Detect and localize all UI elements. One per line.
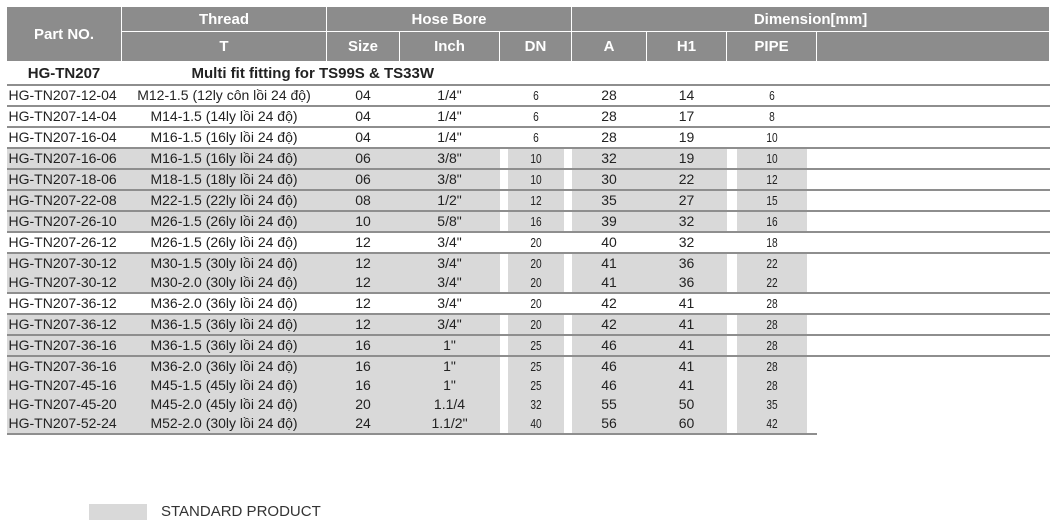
cell-blank — [817, 211, 1050, 232]
cell-thread: M26-1.5 (26ly lồi 24 độ) — [122, 232, 327, 253]
header-dn: DN — [500, 32, 572, 62]
cell-size: 08 — [327, 190, 400, 211]
cell-h1: 36 — [647, 253, 727, 273]
cell-thread: M16-1.5 (16ly lồi 24 độ) — [122, 127, 327, 148]
cell-a: 28 — [572, 127, 647, 148]
cell-inch: 3/4" — [400, 273, 500, 293]
table-row — [7, 253, 1050, 273]
cell-inch: 5/8" — [400, 211, 500, 232]
cell-thread: M16-1.5 (16ly lồi 24 độ) — [122, 148, 327, 169]
cell-part-no: HG-TN207-26-10 — [7, 211, 122, 232]
cell-size: 24 — [327, 414, 400, 434]
cell-a: 30 — [572, 169, 647, 190]
cell-h1: 41 — [647, 376, 727, 395]
cell-blank — [817, 106, 1050, 127]
cell-size: 04 — [327, 106, 400, 127]
cell-inch: 3/4" — [400, 293, 500, 314]
bottom-rule-cell — [7, 434, 817, 453]
cell-size: 12 — [327, 253, 400, 273]
cell-size: 10 — [327, 211, 400, 232]
cell-dn: 20 — [507, 253, 563, 273]
table-row — [7, 148, 1050, 169]
cell-thread: M18-1.5 (18ly lồi 24 độ) — [122, 169, 327, 190]
cell-h1: 17 — [647, 106, 727, 127]
spec-table-container — [6, 6, 1049, 453]
cell-size: 12 — [327, 232, 400, 253]
cell-part-no: HG-TN207-36-16 — [7, 356, 122, 376]
cell-part-no: HG-TN207-45-20 — [7, 395, 122, 414]
table-row — [7, 127, 1050, 148]
cell-a: 32 — [572, 148, 647, 169]
cell-thread: M22-1.5 (22ly lồi 24 độ) — [122, 190, 327, 211]
cell-a: 56 — [572, 414, 647, 434]
cell-pipe: 42 — [736, 414, 806, 434]
table-row — [7, 232, 1050, 253]
cell-a: 42 — [572, 293, 647, 314]
cell-pipe: 22 — [736, 273, 806, 293]
cell-inch: 1" — [400, 376, 500, 395]
cell-pipe: 10 — [736, 148, 806, 169]
cell-size: 12 — [327, 293, 400, 314]
cell-blank — [817, 395, 1050, 414]
cell-thread: M36-1.5 (36ly lồi 24 độ) — [122, 314, 327, 335]
cell-size: 12 — [327, 314, 400, 335]
cell-size: 16 — [327, 356, 400, 376]
cell-dn: 20 — [507, 232, 563, 253]
table-row — [7, 335, 1050, 356]
cell-thread: M36-2.0 (36ly lồi 24 độ) — [122, 293, 327, 314]
cell-dn: 32 — [507, 395, 563, 414]
table-row — [7, 273, 1050, 293]
cell-inch: 3/4" — [400, 253, 500, 273]
cell-pipe: 28 — [736, 335, 806, 356]
cell-thread: M30-2.0 (30ly lồi 24 độ) — [122, 273, 327, 293]
cell-dn: 25 — [507, 356, 563, 376]
table-row — [7, 169, 1050, 190]
cell-inch: 3/8" — [400, 169, 500, 190]
cell-blank — [817, 253, 1050, 273]
cell-blank — [817, 356, 1050, 376]
cell-pipe: 15 — [736, 190, 806, 211]
cell-size: 16 — [327, 335, 400, 356]
table-bottom-rule — [7, 434, 1050, 453]
cell-dn: 6 — [507, 127, 563, 148]
cell-thread: M12-1.5 (12ly côn lồi 24 độ) — [122, 85, 327, 106]
table-row — [7, 376, 1050, 395]
cell-h1: 32 — [647, 232, 727, 253]
cell-dn: 20 — [507, 293, 563, 314]
cell-blank — [817, 314, 1050, 335]
cell-part-no: HG-TN207-45-16 — [7, 376, 122, 395]
section-code: HG-TN207 — [7, 62, 122, 86]
cell-pipe: 28 — [736, 314, 806, 335]
section-row — [7, 62, 1050, 86]
cell-blank — [817, 273, 1050, 293]
cell-pipe: 6 — [736, 85, 806, 106]
spec-table — [6, 6, 1050, 453]
header-size: Size — [327, 32, 400, 62]
cell-h1: 22 — [647, 169, 727, 190]
cell-part-no: HG-TN207-30-12 — [7, 253, 122, 273]
header-hose-bore: Hose Bore — [327, 7, 572, 32]
cell-a: 41 — [572, 273, 647, 293]
cell-a: 46 — [572, 335, 647, 356]
header-h1: H1 — [647, 32, 727, 62]
header-blank — [817, 32, 1050, 62]
cell-blank — [817, 148, 1050, 169]
cell-size: 06 — [327, 169, 400, 190]
cell-a: 28 — [572, 106, 647, 127]
cell-h1: 14 — [647, 85, 727, 106]
cell-inch: 1.1/4 — [400, 395, 500, 414]
cell-inch: 1" — [400, 335, 500, 356]
cell-blank — [817, 335, 1050, 356]
cell-a: 40 — [572, 232, 647, 253]
cell-blank — [817, 293, 1050, 314]
cell-h1: 41 — [647, 335, 727, 356]
cell-inch: 1/4" — [400, 85, 500, 106]
cell-blank — [817, 376, 1050, 395]
cell-inch: 1.1/2" — [400, 414, 500, 434]
cell-inch: 1/2" — [400, 190, 500, 211]
cell-size: 16 — [327, 376, 400, 395]
cell-thread: M14-1.5 (14ly lồi 24 độ) — [122, 106, 327, 127]
cell-h1: 32 — [647, 211, 727, 232]
cell-h1: 50 — [647, 395, 727, 414]
cell-dn: 6 — [507, 85, 563, 106]
cell-size: 06 — [327, 148, 400, 169]
cell-inch: 1/4" — [400, 127, 500, 148]
cell-part-no: HG-TN207-30-12 — [7, 273, 122, 293]
cell-part-no: HG-TN207-52-24 — [7, 414, 122, 434]
cell-blank — [817, 169, 1050, 190]
table-row — [7, 106, 1050, 127]
cell-dn: 20 — [507, 314, 563, 335]
header-part-no: Part NO. — [7, 7, 122, 62]
cell-dn: 12 — [507, 190, 563, 211]
cell-blank — [817, 190, 1050, 211]
cell-part-no: HG-TN207-16-06 — [7, 148, 122, 169]
cell-pipe: 35 — [736, 395, 806, 414]
legend — [89, 503, 321, 520]
cell-a: 41 — [572, 253, 647, 273]
cell-pipe: 8 — [736, 106, 806, 127]
cell-size: 04 — [327, 127, 400, 148]
header-a: A — [572, 32, 647, 62]
cell-blank — [817, 232, 1050, 253]
header-pipe: PIPE — [727, 32, 817, 62]
cell-h1: 36 — [647, 273, 727, 293]
cell-thread: M45-1.5 (45ly lồi 24 độ) — [122, 376, 327, 395]
cell-a: 46 — [572, 356, 647, 376]
cell-blank — [817, 434, 1050, 453]
cell-pipe: 10 — [736, 127, 806, 148]
cell-dn: 20 — [507, 273, 563, 293]
cell-blank — [817, 414, 1050, 434]
cell-size: 04 — [327, 85, 400, 106]
cell-h1: 19 — [647, 127, 727, 148]
cell-thread: M30-1.5 (30ly lồi 24 độ) — [122, 253, 327, 273]
table-row — [7, 293, 1050, 314]
cell-inch: 3/4" — [400, 314, 500, 335]
table-row — [7, 356, 1050, 376]
cell-blank — [817, 127, 1050, 148]
cell-part-no: HG-TN207-12-04 — [7, 85, 122, 106]
cell-size: 20 — [327, 395, 400, 414]
cell-thread: M36-1.5 (36ly lồi 24 độ) — [122, 335, 327, 356]
cell-part-no: HG-TN207-36-12 — [7, 293, 122, 314]
cell-dn: 25 — [507, 335, 563, 356]
cell-thread: M36-2.0 (36ly lồi 24 độ) — [122, 356, 327, 376]
cell-dn: 10 — [507, 169, 563, 190]
cell-inch: 1" — [400, 356, 500, 376]
header-thread-t: T — [122, 32, 327, 62]
cell-part-no: HG-TN207-22-08 — [7, 190, 122, 211]
header-thread: Thread — [122, 7, 327, 32]
table-row — [7, 85, 1050, 106]
cell-part-no: HG-TN207-14-04 — [7, 106, 122, 127]
cell-part-no: HG-TN207-18-06 — [7, 169, 122, 190]
cell-dn: 6 — [507, 106, 563, 127]
legend-swatch — [89, 504, 147, 520]
cell-pipe: 28 — [736, 356, 806, 376]
cell-thread: M26-1.5 (26ly lồi 24 độ) — [122, 211, 327, 232]
cell-inch: 1/4" — [400, 106, 500, 127]
table-row — [7, 211, 1050, 232]
table-row — [7, 314, 1050, 335]
cell-h1: 27 — [647, 190, 727, 211]
cell-dn: 40 — [507, 414, 563, 434]
cell-inch: 3/4" — [400, 232, 500, 253]
table-row — [7, 190, 1050, 211]
cell-pipe: 22 — [736, 253, 806, 273]
cell-dn: 16 — [507, 211, 563, 232]
cell-pipe: 18 — [736, 232, 806, 253]
cell-blank — [817, 85, 1050, 106]
cell-h1: 41 — [647, 356, 727, 376]
cell-pipe: 12 — [736, 169, 806, 190]
cell-inch: 3/8" — [400, 148, 500, 169]
cell-a: 39 — [572, 211, 647, 232]
cell-part-no: HG-TN207-26-12 — [7, 232, 122, 253]
section-title: Multi fit fitting for TS99S & TS33W — [122, 62, 1050, 86]
cell-h1: 60 — [647, 414, 727, 434]
cell-pipe: 28 — [736, 293, 806, 314]
cell-pipe: 16 — [736, 211, 806, 232]
cell-thread: M52-2.0 (30ly lồi 24 độ) — [122, 414, 327, 434]
cell-a: 46 — [572, 376, 647, 395]
cell-dn: 10 — [507, 148, 563, 169]
cell-part-no: HG-TN207-16-04 — [7, 127, 122, 148]
cell-a: 42 — [572, 314, 647, 335]
header-dimension: Dimension[mm] — [572, 7, 1050, 32]
header-inch: Inch — [400, 32, 500, 62]
cell-part-no: HG-TN207-36-16 — [7, 335, 122, 356]
cell-a: 35 — [572, 190, 647, 211]
cell-a: 28 — [572, 85, 647, 106]
cell-a: 55 — [572, 395, 647, 414]
cell-pipe: 28 — [736, 376, 806, 395]
table-row — [7, 414, 1050, 434]
legend-label: STANDARD PRODUCT — [161, 503, 321, 520]
cell-h1: 19 — [647, 148, 727, 169]
cell-h1: 41 — [647, 293, 727, 314]
cell-dn: 25 — [507, 376, 563, 395]
cell-part-no: HG-TN207-36-12 — [7, 314, 122, 335]
cell-thread: M45-2.0 (45ly lồi 24 độ) — [122, 395, 327, 414]
cell-h1: 41 — [647, 314, 727, 335]
table-row — [7, 395, 1050, 414]
cell-size: 12 — [327, 273, 400, 293]
